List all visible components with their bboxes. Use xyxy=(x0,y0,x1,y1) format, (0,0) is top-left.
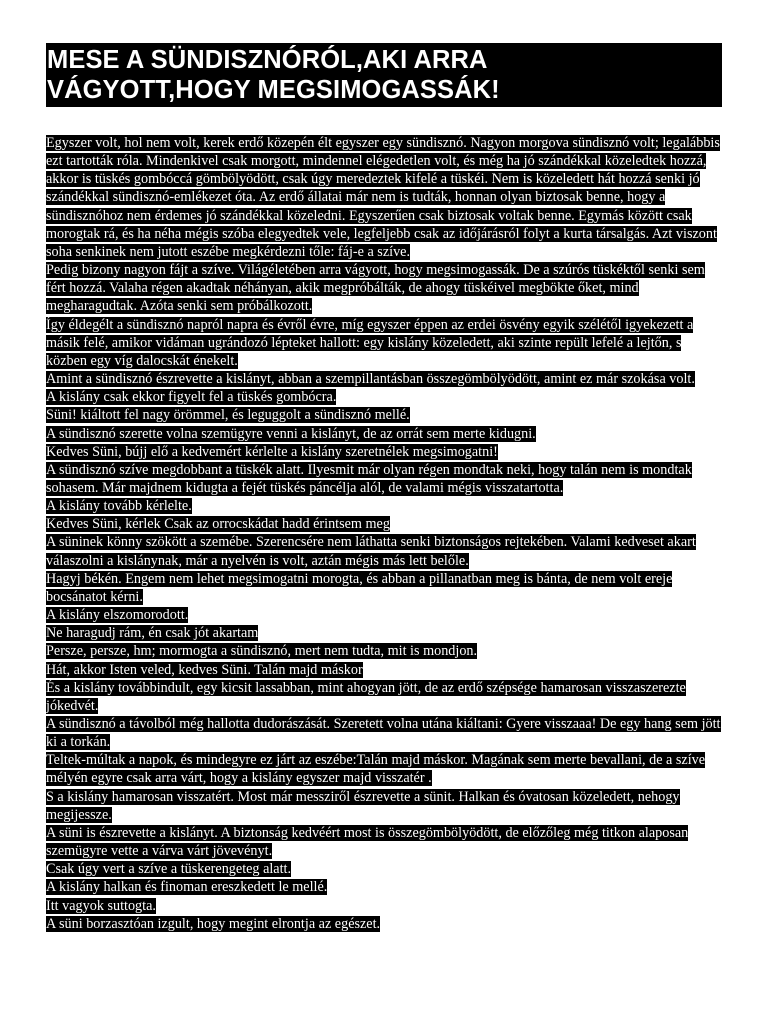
paragraph-text: A sündisznó szerette volna szemügyre venni a kislányt, de az orrát sem merte kidugni. xyxy=(46,425,536,442)
paragraph xyxy=(46,497,722,515)
paragraph-text: A süni borzasztóan izgult, hogy megint elrontja az egészet. xyxy=(46,915,381,932)
story-body xyxy=(46,134,722,933)
document-page xyxy=(46,43,722,933)
paragraph-text: A sündisznó szíve megdobbant a tüskék alatt. Ilyesmit már olyan régen mondtak neki, hogy talán nem is mondtak sohasem. Már majdnem kidugta a fejét tüskés páncélja alól, de valami mégis visszatartotta. xyxy=(46,461,692,496)
paragraph xyxy=(46,878,722,896)
paragraph xyxy=(46,897,722,915)
paragraph-text: S a kislány hamarosan visszatért. Most már messziről észrevette a sünit. Halkan és óvatosan közeledett, nehogy megijessze. xyxy=(46,788,680,823)
paragraph xyxy=(46,570,722,606)
paragraph xyxy=(46,915,722,933)
paragraph xyxy=(46,406,722,424)
paragraph xyxy=(46,788,722,824)
paragraph xyxy=(46,715,722,751)
paragraph xyxy=(46,751,722,787)
paragraph-text: Csak úgy vert a szíve a tüskerengeteg alatt. xyxy=(46,861,292,878)
paragraph-text: A kislány csak ekkor figyelt fel a tüskés gombócra. xyxy=(46,389,337,406)
paragraph-text: A süninek könny szökött a szemébe. Szerencsére nem láthatta senki biztonságos rejtekében. Valami kedveset akart válaszolni a kislánynak, már a nyelvén is volt, aztán mégis más lett belőle. xyxy=(46,534,696,569)
document-title xyxy=(46,43,722,107)
paragraph-text: A kislány elszomorodott. xyxy=(46,607,189,624)
paragraph-text: Itt vagyok suttogta. xyxy=(46,897,156,914)
paragraph-text: Hát, akkor Isten veled, kedves Süni. Talán majd máskor xyxy=(46,661,363,678)
paragraph xyxy=(46,261,722,315)
paragraph xyxy=(46,443,722,461)
title-line-2: VÁGYOTT,HOGY MEGSIMOGASSÁK! xyxy=(47,76,500,104)
paragraph xyxy=(46,679,722,715)
paragraph xyxy=(46,661,722,679)
paragraph xyxy=(46,461,722,497)
paragraph xyxy=(46,533,722,569)
paragraph-text: Egyszer volt, hol nem volt, kerek erdő közepén élt egyszer egy sündisznó. Nagyon morgova sündisznó volt; legalábbis ezt tartották róla. Mindenkivel csak morgott, mindennel elégedetlen volt, és még ha jó szándékkal közeledtek hozzá, akkor is tüskés gombóccá gömbölyödött, csak úgy meredeztek kifelé a tüskéi. Nem is közeledett hát hozzá senki jó szándékkal sündisznó-emlékezet óta. Az erdő állatai már nem is tudták, honnan olyan biztosak benne, hogy a sündisznóhoz nem érdemes jó szándékkal közeledni. Egyszerűen csak biztosak voltak benne. Egymás között csak morogtak rá, és ha néha mégis szóba elegyedtek vele, legfeljebb csak az időjárásról folyt a kurta társalgás. Azt viszont soha senkinek nem jutott eszébe megkérdezni tőle: fáj-e a szíve. xyxy=(46,135,720,260)
paragraph xyxy=(46,606,722,624)
paragraph-text: Kedves Süni, kérlek Csak az orrocskádat hadd érintsem meg xyxy=(46,516,390,533)
paragraph-text: És a kislány továbbindult, egy kicsit lassabban, mint ahogyan jött, de az erdő szépsége hamarosan visszaszerezte jókedvét. xyxy=(46,679,686,714)
paragraph-text: Süni! kiáltott fel nagy örömmel, és leguggolt a sündisznó mellé. xyxy=(46,407,410,424)
paragraph xyxy=(46,388,722,406)
paragraph xyxy=(46,860,722,878)
paragraph-text: Így éldegélt a sündisznó napról napra és évről évre, míg egyszer éppen az erdei ösvény egyik szélétől igyekezett a másik felé, amikor vidáman ugrándozó lépteket hallott: egy kislány közeledett, aki szinte repült lefelé a lejtőn, s közben egy víg dalocskát énekelt. xyxy=(46,316,694,369)
paragraph xyxy=(46,624,722,642)
paragraph xyxy=(46,134,722,261)
paragraph-text: Teltek-múltak a napok, és mindegyre ez járt az eszébe:Talán majd máskor. Magának sem merte bevallani, de a szíve mélyén egyre csak arra várt, hogy a kislány egyszer majd visszatér . xyxy=(46,752,706,787)
paragraph-text: Ne haragudj rám, én csak jót akartam xyxy=(46,625,259,642)
paragraph-text: A sündisznó a távolból még hallotta dudorászását. Szeretett volna utána kiáltani: Gyere visszaaa! De egy hang sem jött ki a torkán. xyxy=(46,716,721,751)
paragraph xyxy=(46,425,722,443)
paragraph-text: A kislány halkan és finoman ereszkedett le mellé. xyxy=(46,879,328,896)
paragraph-text: Persze, persze, hm; mormogta a sündisznó, mert nem tudta, mit is mondjon. xyxy=(46,643,478,660)
paragraph-text: Kedves Süni, bújj elő a kedvemért kérlelte a kislány szeretnélek megsimogatni! xyxy=(46,443,498,460)
paragraph-text: Pedig bizony nagyon fájt a szíve. Világéletében arra vágyott, hogy megsimogassák. De a szúrós tüskéktől senki sem fért hozzá. Valaha régen akadtak néhányan, akik megpróbálták, de ahogy tüskéivel megbökte őket, mind megharagudtak. Azóta senki sem próbálkozott. xyxy=(46,262,705,315)
paragraph xyxy=(46,824,722,860)
paragraph-text: Amint a sündisznó észrevette a kislányt, abban a szempillantásban összegömbölyödött, amint ez már szokása volt. xyxy=(46,371,695,388)
paragraph-text: A süni is észrevette a kislányt. A biztonság kedvéért most is összegömbölyödött, de előzőleg még titkon alaposan szemügyre vette a várva várt jövevényt. xyxy=(46,824,689,860)
paragraph xyxy=(46,370,722,388)
paragraph-text: A kislány tovább kérlelte. xyxy=(46,498,192,515)
title-line-1: MESE A SÜNDISZNÓRÓL,AKI ARRA xyxy=(47,46,488,74)
paragraph xyxy=(46,642,722,660)
paragraph-text: Hagyj békén. Engem nem lehet megsimogatni morogta, és abban a pillanatban meg is bánta, de nem volt ereje bocsánatot kérni. xyxy=(46,570,673,605)
paragraph xyxy=(46,515,722,533)
paragraph xyxy=(46,316,722,370)
